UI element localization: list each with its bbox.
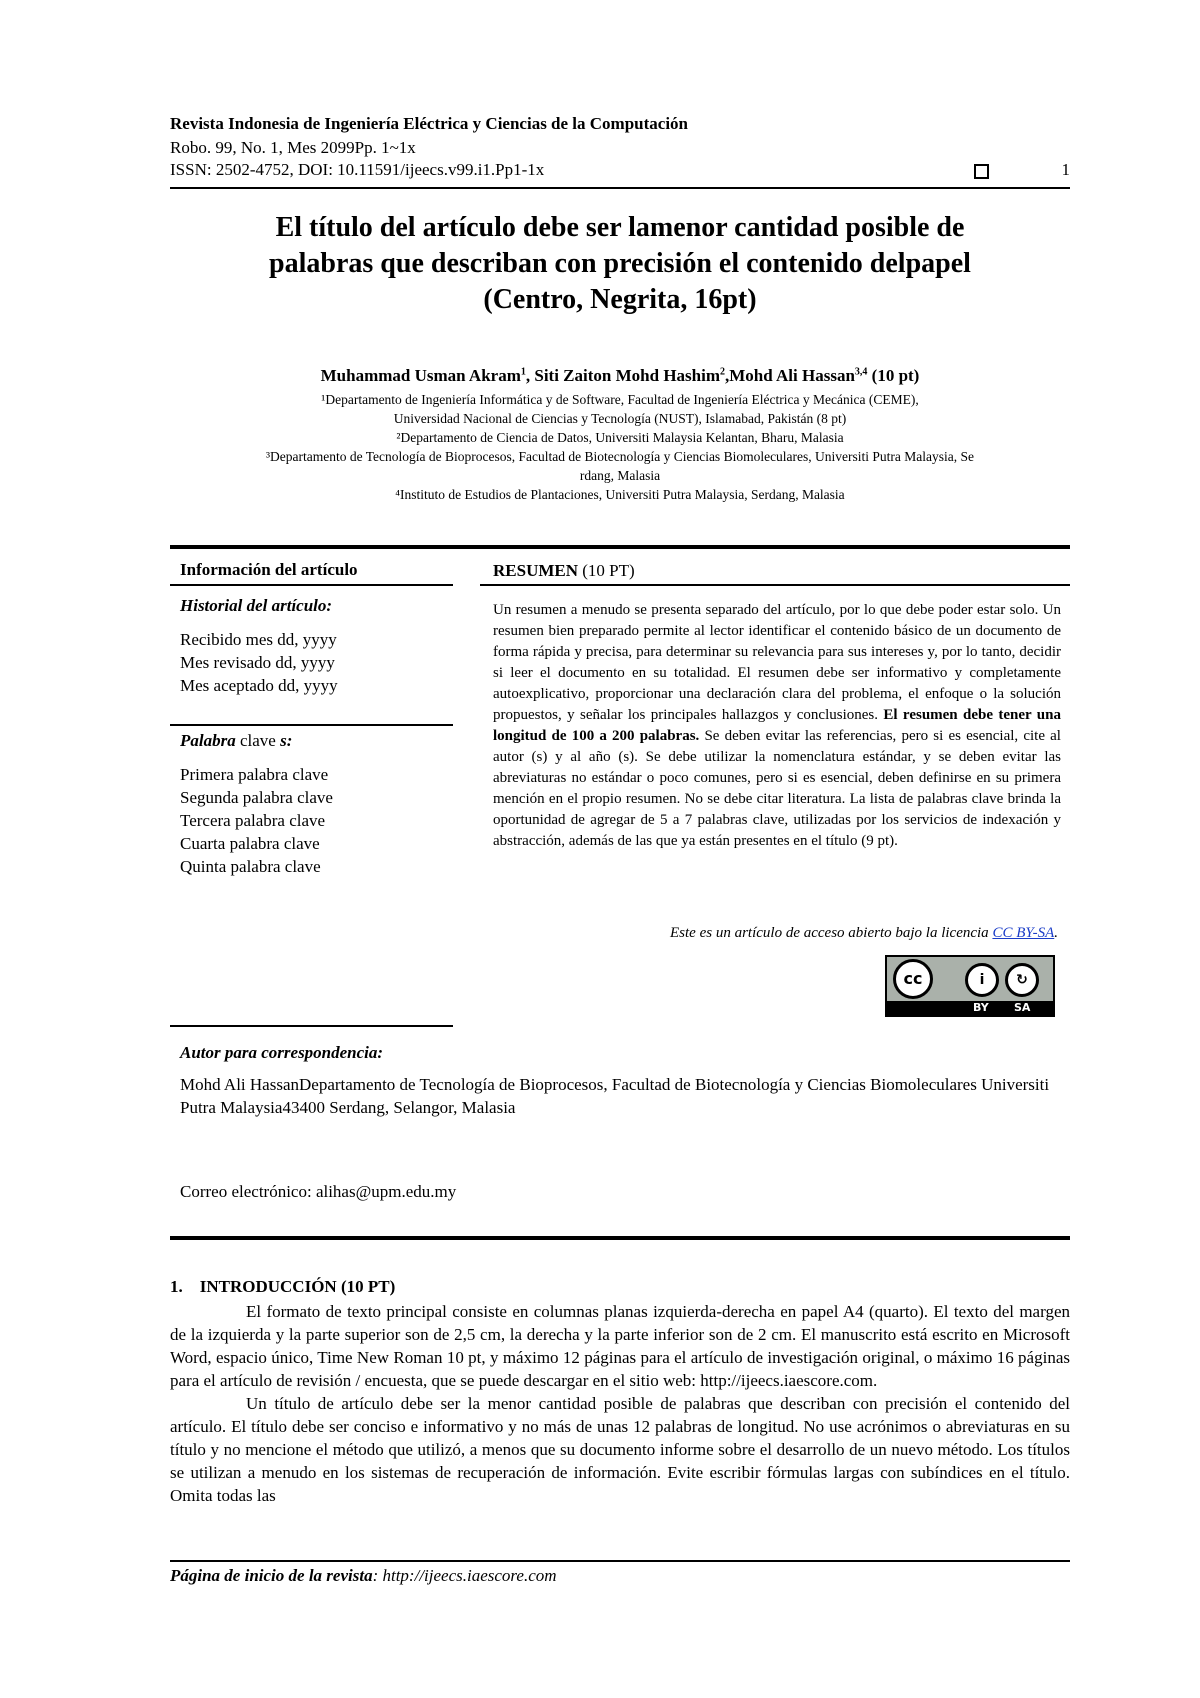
abstract-body — [493, 600, 1061, 852]
correspondence-email: Correo electrónico: alihas@upm.edu.my — [180, 1182, 457, 1201]
title-line-1: El título del artículo debe ser lamenor cantidad posible de — [275, 212, 965, 243]
article-info-heading: Información del artículo — [180, 560, 358, 579]
license-text: Este es un artículo de acceso abierto bajo la licencia — [670, 925, 993, 941]
volume-info: Robo. 99, No. 1, Mes 2099Pp. 1~1x — [170, 138, 416, 157]
correspondence-divider — [170, 1025, 453, 1027]
abstract-heading-text: RESUMEN — [493, 561, 579, 580]
keywords-label-b: clave — [235, 731, 281, 750]
cc-icon: cc — [893, 959, 933, 999]
history-revised: Mes revisado dd, yyyy — [180, 653, 335, 672]
abstract-text-1: Un resumen a menudo se presenta separado del artículo, por lo que debe poder estar solo. Un resumen bien preparado permite al lector identificar el contenido básico de un documento de forma rápida y precisa, para determinar su relevancia para sus intereses y, por lo tanto, decidir si leer el documento en su totalidad. El resumen debe ser informativo y completamente autoexplicativo, proporcionar una declaración clara del problema, el enfoque o la solución propuestos, y señalar los principales hallazgos y conclusiones. — [493, 602, 1061, 723]
abstract-divider — [480, 584, 1070, 586]
affiliation-line: Universidad Nacional de Ciencias y Tecnología (NUST), Islamabad, Pakistán (8 pt) — [393, 411, 847, 426]
header-divider — [170, 187, 1070, 189]
article-info-column — [180, 560, 450, 878]
info-bottom-divider — [170, 1236, 1070, 1240]
keyword-item: Primera palabra clave — [180, 765, 329, 784]
footer-url[interactable]: : http://ijeecs.iaescore.com — [372, 1566, 557, 1585]
author-size-note: (10 pt) — [867, 366, 920, 385]
abstract-heading-note: (10 PT) — [578, 561, 635, 580]
paragraph: El formato de texto principal consiste en columnas planas izquierda-derecha en papel A4 (quarto). El texto del margen de la izquierda y la parte superior son de 2,5 cm, la derecha y la parte inferior son de 2 cm. El manuscrito está escrito en Microsoft Word, espacio único, Time New Roman 10 pt, y máximo 12 páginas para el artículo de investigación original, o máximo 16 páginas para el artículo de revisión / encuesta, que se puede descargar en el sitio web: http://ijeecs.iaescore.com. — [170, 1302, 1070, 1390]
author-2-affil: 2 — [720, 366, 725, 378]
badge-sa-label: SA — [1014, 1001, 1031, 1014]
license-note — [670, 925, 1058, 942]
keywords-label-a: Palabra — [180, 731, 236, 750]
affiliation-line: ¹Departamento de Ingeniería Informática y de Software, Facultad de Ingeniería Eléctrica y Mecánica (CEME), — [321, 392, 919, 407]
badge-by-label: BY — [973, 1001, 989, 1014]
license-link[interactable]: CC BY-SA — [992, 925, 1055, 941]
paragraph: Un título de artículo debe ser la menor cantidad posible de palabras que describan con precisión el contenido del artículo. El título debe ser conciso e informativo y no más de unas 12 palabras de longitud. No use acrónimos o abreviaturas en su título y no mencione el método que utilizó, a menos que su documento informe sobre el desarrollo de un nuevo método. Los títulos se utilizan a menudo en los sistemas de recuperación de información. Evite escribir fórmulas largas con subíndices en el título. Omita todas las — [170, 1394, 1070, 1505]
affiliation-line: ³Departamento de Tecnología de Bioprocesos, Facultad de Biotecnología y Ciencias Biomoleculares, Universiti Putra Malaysia, Se — [265, 449, 975, 464]
author-1: Muhammad Usman Akram — [320, 366, 521, 385]
history-received: Recibido mes dd, yyyy — [180, 630, 337, 649]
keywords-divider — [170, 724, 453, 726]
affiliation-line: ²Departamento de Ciencia de Datos, Universiti Malaysia Kelantan, Bharu, Malasia — [396, 430, 844, 445]
keyword-item: Quinta palabra clave — [180, 857, 321, 876]
page-number: 1 — [1061, 160, 1070, 179]
square-icon — [974, 164, 989, 179]
info-top-divider — [170, 545, 1070, 549]
correspondence-block — [180, 1043, 1060, 1202]
affiliation-line: ⁴Instituto de Estudios de Plantaciones, Universiti Putra Malaysia, Serdang, Malasia — [395, 487, 845, 502]
section-body — [170, 1300, 1070, 1507]
title-line-2: palabras que describan con precisión el contenido delpapel — [269, 248, 971, 279]
keywords-label — [180, 731, 450, 751]
footer-label: Página de inicio de la revista — [170, 1566, 373, 1585]
keyword-item: Cuarta palabra clave — [180, 834, 320, 853]
author-3-affil: 3,4 — [854, 366, 868, 378]
history-accepted: Mes aceptado dd, yyyy — [180, 676, 338, 695]
issn-doi: ISSN: 2502-4752, DOI: 10.11591/ijeecs.v99.i1.Pp1-1x — [170, 160, 545, 179]
affiliations — [170, 390, 1070, 504]
author-2: , Siti Zaiton Mohd Hashim — [525, 366, 720, 385]
section-heading: 1. INTRODUCCIÓN (10 PT) — [170, 1277, 396, 1296]
abstract-text-bold: El resumen debe tener una longitud de 100 a 200 palabras. — [493, 707, 1061, 744]
keyword-item: Tercera palabra clave — [180, 811, 326, 830]
document-page — [170, 0, 1070, 1698]
author-1-affil: 1 — [520, 366, 526, 378]
footer — [170, 1566, 557, 1586]
author-list — [170, 366, 1070, 386]
title-line-3: (Centro, Negrita, 16pt) — [483, 284, 757, 315]
sa-icon: ↻ — [1005, 963, 1039, 997]
footer-divider — [170, 1560, 1070, 1562]
journal-name: Revista Indonesia de Ingeniería Eléctrica y Ciencias de la Computación — [170, 114, 689, 133]
abstract-heading — [493, 561, 635, 581]
history-label: Historial del artículo: — [180, 596, 333, 615]
cc-by-sa-badge[interactable] — [885, 955, 1055, 1017]
article-title — [170, 210, 1070, 318]
by-icon: i — [965, 963, 999, 997]
correspondence-label: Autor para correspondencia: — [180, 1043, 384, 1062]
affiliation-line: rdang, Malasia — [579, 468, 661, 483]
author-3: ,Mohd Ali Hassan — [725, 366, 855, 385]
abstract-text-2: Se deben evitar las referencias, pero si es esencial, cite al autor (s) y al año (s). Se debe utilizar la nomenclatura estándar, y se deben evitar las abreviaturas no estándar o poco comunes, pero si es esencial, deben definirse en su primera mención en el propio resumen. No se debe citar literatura. La lista de palabras clave brinda la oportunidad de agregar de 5 a 7 palabras clave, utilizadas por los servicios de indexación y abstracción, además de las que ya están presentes en el título (9 pt). — [493, 728, 1061, 849]
license-end: . — [1054, 925, 1058, 941]
keywords-label-c: s: — [280, 731, 293, 750]
correspondence-address: Mohd Ali HassanDepartamento de Tecnología de Bioprocesos, Facultad de Biotecnología y Ciencias Biomoleculares Universiti Putra Malaysia43400 Serdang, Selangor, Malasia — [180, 1075, 1050, 1117]
keyword-item: Segunda palabra clave — [180, 788, 333, 807]
